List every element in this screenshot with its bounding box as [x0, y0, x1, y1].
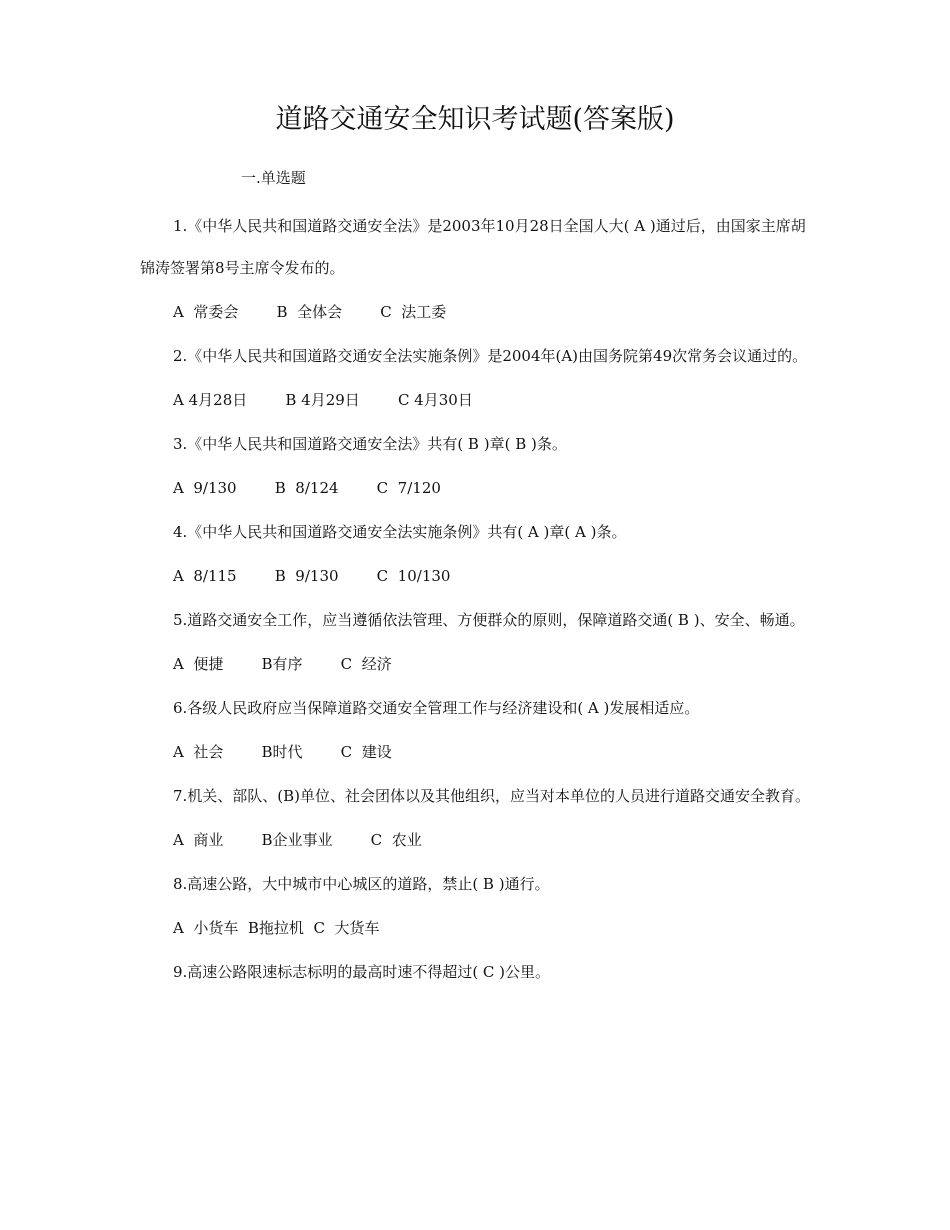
question-5-options: A 便捷 B有序 C 经济 [173, 655, 392, 673]
document-title: 道路交通安全知识考试题(答案版) [275, 104, 675, 135]
question-6-options: A 社会 B时代 C 建设 [173, 743, 392, 761]
question-9: 9.高速公路限速标志标明的最高时速不得超过( C )公里。 [173, 963, 551, 981]
question-8-options: A 小货车 B拖拉机 C 大货车 [173, 919, 380, 937]
question-1: 1.《中华人民共和国道路交通安全法》是2003年10月28日全国人大( A )通过后，由国家主席胡锦涛签署第8号主席令发布的。 [140, 217, 806, 277]
question-4-options: A 8/115 B 9/130 C 10/130 [173, 567, 451, 585]
question-3: 3.《中华人民共和国道路交通安全法》共有( B )章( B )条。 [173, 435, 567, 453]
question-8: 8.高速公路，大中城市中心城区的道路，禁止( B )通行。 [173, 875, 550, 893]
question-7-options: A 商业 B企业事业 C 农业 [173, 831, 422, 849]
question-2: 2.《中华人民共和国道路交通安全法实施条例》是2004年(A)由国务院第49次常务会议通过的。 [173, 347, 808, 365]
question-1-options: A 常委会 B 全体会 C 法工委 [173, 303, 447, 321]
question-3-options: A 9/130 B 8/124 C 7/120 [173, 479, 441, 497]
section-heading: 一.单选题 [241, 169, 306, 187]
question-2-options: A 4月28日 B 4月29日 C 4月30日 [173, 391, 473, 409]
question-7: 7.机关、部队、(B)单位、社会团体以及其他组织，应当对本单位的人员进行道路交通安全教育。 [173, 787, 811, 805]
question-6: 6.各级人民政府应当保障道路交通安全管理工作与经济建设和( A )发展相适应。 [173, 699, 700, 717]
question-list [140, 205, 815, 993]
question-5: 5.道路交通安全工作，应当遵循依法管理、方便群众的原则，保障道路交通( B )、安全、畅通。 [173, 611, 805, 629]
question-4: 4.《中华人民共和国道路交通安全法实施条例》共有( A )章( A )条。 [173, 523, 627, 541]
